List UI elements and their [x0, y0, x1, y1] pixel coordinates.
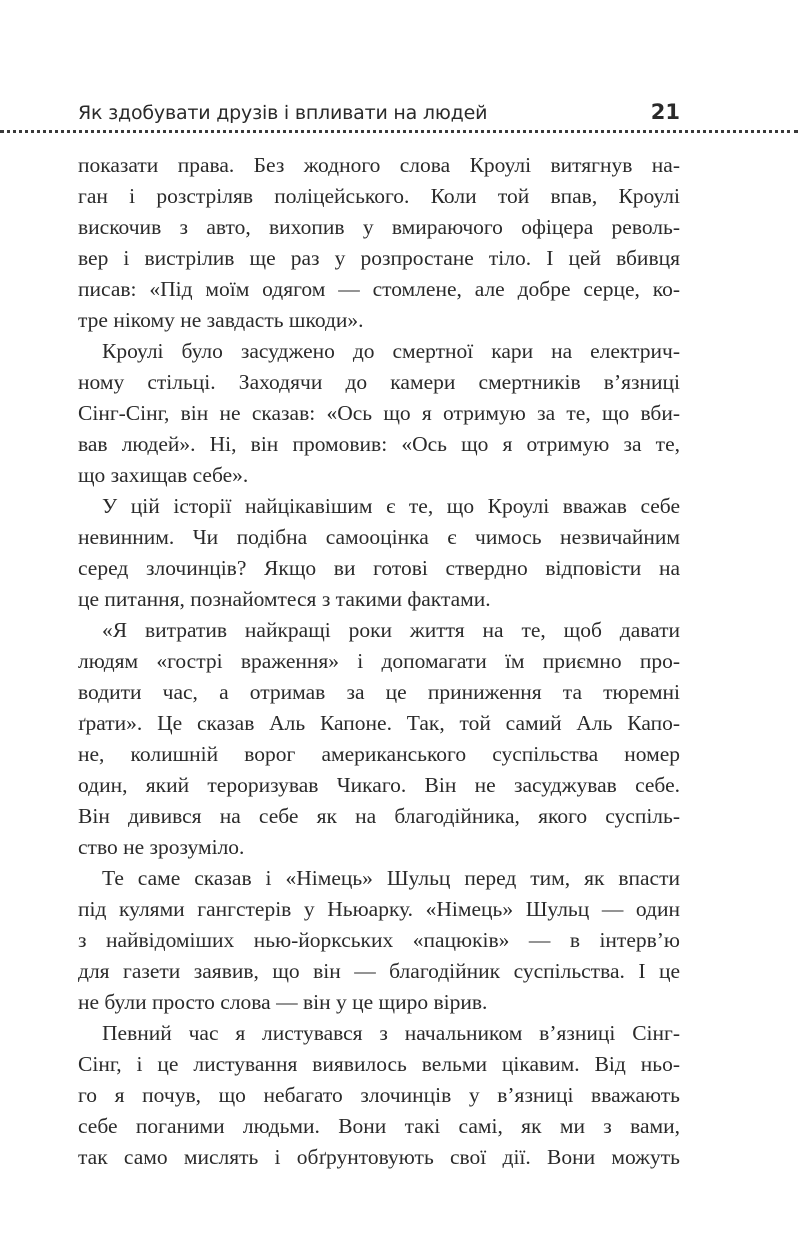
- paragraph: [78, 150, 680, 336]
- text-line: не, колишній ворог американського суспільства номер: [78, 742, 680, 766]
- text-line: вер і вистрілив ще раз у розпростане тіло. І цей вбивця: [78, 246, 680, 270]
- header-divider: [0, 130, 798, 133]
- text-line: що захищав себе».: [78, 463, 249, 487]
- paragraph: [78, 615, 680, 863]
- text-line: Він дивився на себе як на благодійника, якого суспіль-: [78, 804, 680, 828]
- text-line: ґрати». Це сказав Аль Капоне. Так, той самий Аль Капо-: [78, 711, 680, 735]
- text-line: ному стільці. Заходячи до камери смертників в’язниці: [78, 370, 680, 394]
- text-line: Те саме сказав і «Німець» Шульц перед тим, як впасти: [102, 866, 680, 890]
- text-line: себе поганими людьми. Вони такі самі, як ми з вами,: [78, 1114, 680, 1138]
- text-line: Певний час я листувався з начальником в’язниці Сінг-: [102, 1021, 680, 1045]
- text-line: не були просто слова — він у це щиро вірив.: [78, 990, 488, 1014]
- text-line: водити час, а отримав за це приниження та тюремні: [78, 680, 680, 704]
- body-text: [78, 150, 680, 1173]
- text-line: Кроулі було засуджено до смертної кари на електрич-: [102, 339, 680, 363]
- text-line: для газети заявив, що він — благодійник суспільства. І це: [78, 959, 680, 983]
- text-line: вав людей». Ні, він промовив: «Ось що я отримую за те,: [78, 432, 680, 456]
- text-line: Сінг, і це листування виявилось вельми цікавим. Від ньо-: [78, 1052, 680, 1076]
- text-line: вискочив з авто, вихопив у вмираючого офіцера револь-: [78, 215, 680, 239]
- text-line: це питання, познайомтеся з такими фактами.: [78, 587, 491, 611]
- page-number: 21: [650, 100, 680, 124]
- text-line: ган і розстріляв поліцейського. Коли той впав, Кроулі: [78, 184, 680, 208]
- text-line: серед злочинців? Якщо ви готові ствердно відповісти на: [78, 556, 680, 580]
- text-line: з найвідоміших нью-йоркських «пацюків» — в інтерв’ю: [78, 928, 680, 952]
- text-line: У цій історії найцікавішим є те, що Кроулі вважав себе: [102, 494, 680, 518]
- text-line: ство не зрозуміло.: [78, 835, 245, 859]
- text-line: го я почув, що небагато злочинців у в’язниці вважають: [78, 1083, 680, 1107]
- text-line: «Я витратив найкращі роки життя на те, щоб давати: [102, 618, 680, 642]
- book-title: Як здобувати друзів і впливати на людей: [78, 102, 488, 124]
- running-head: [78, 98, 680, 128]
- text-line: людям «гострі враження» і допомагати їм приємно про-: [78, 649, 680, 673]
- text-line: тре нікому не завдасть шкоди».: [78, 308, 364, 332]
- paragraph: [78, 491, 680, 615]
- paragraph: [78, 336, 680, 491]
- text-line: писав: «Під моїм одягом — стомлене, але добре серце, ко-: [78, 277, 680, 301]
- paragraph: [78, 1018, 680, 1173]
- text-line: Сінг-Сінг, він не сказав: «Ось що я отримую за те, що вби-: [78, 401, 680, 425]
- text-line: під кулями гангстерів у Ньюарку. «Німець» Шульц — один: [78, 897, 680, 921]
- text-line: так само мислять і обґрунтовують свої дії. Вони можуть: [78, 1145, 680, 1169]
- text-line: показати права. Без жодного слова Кроулі витягнув на-: [78, 153, 680, 177]
- text-line: невинним. Чи подібна самооцінка є чимось незвичайним: [78, 525, 680, 549]
- text-line: один, який тероризував Чикаго. Він не засуджував себе.: [78, 773, 680, 797]
- paragraph: [78, 863, 680, 1018]
